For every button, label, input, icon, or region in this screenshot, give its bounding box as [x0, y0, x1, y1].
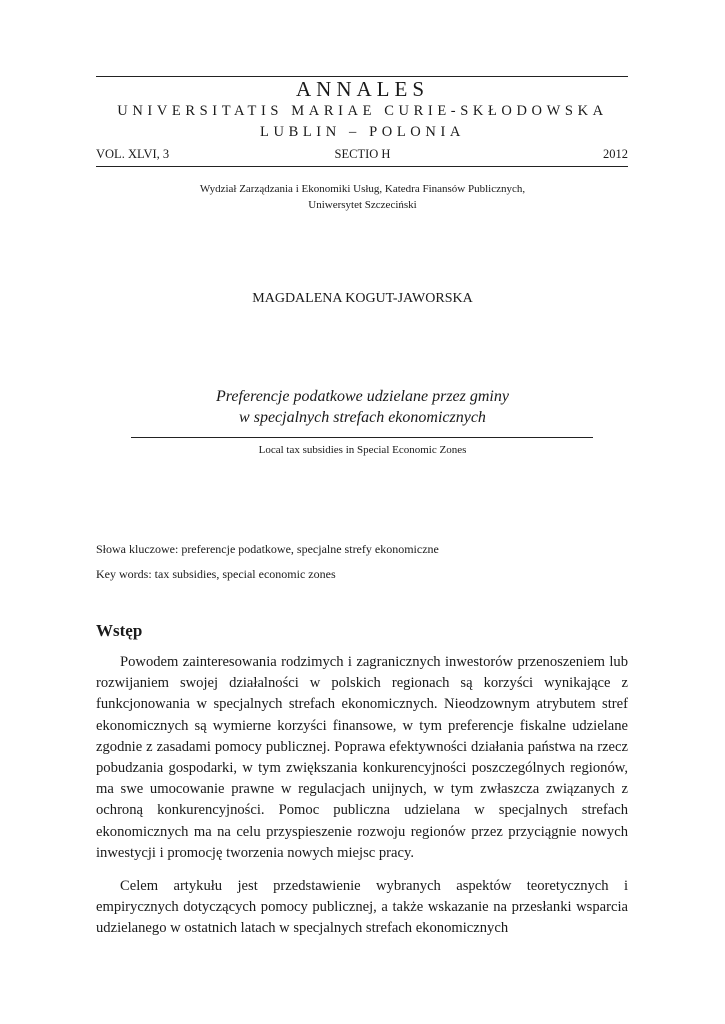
author-name: MAGDALENA KOGUT-JAWORSKA: [252, 291, 473, 306]
year-label: 2012: [603, 147, 628, 161]
section-heading: Wstęp: [96, 621, 143, 640]
affiliation-line: Wydział Zarządzania i Ekonomiki Usług, Katedra Finansów Publicznych,: [199, 183, 526, 195]
article-title-line: Preferencje podatkowe udzielane przez gminy: [216, 388, 509, 405]
body-paragraph: Celem artykułu jest przedstawienie wybranych aspektów teoretycznych i empirycznych dotyczących pomocy publicznej, a także wskazanie na przesłanki wsparcia udzielanego w ostatnich latach w specjalnych strefach ekonomicznych: [96, 878, 628, 937]
section-label: SECTIO H: [334, 147, 391, 161]
journal-title: ANNALES: [296, 77, 429, 101]
header-bottom-rule: [96, 166, 628, 167]
body-paragraph: Powodem zainteresowania rodzimych i zagranicznych inwestorów przenoszeniem lub rozwijaniem swojej działalności w polskich regionach są korzyści wynikające z funkcjonowania w specjalnych strefach ekonomicznych. Nieodzownym atrybutem stref ekonomicznych są wymierne korzyści finansowe, w tym preferencje fiskalne udzielane zgodnie z zasadami pomocy publicznej. Poprawa efektywności działania państwa na rzecz pobudzania gospodarki, w tym zwiększania konkurencyjności poszczególnych regionów, ma swe umocowanie prawne w regulacjach unijnych, w tym zwłaszcza związanych z ochroną konkurencyjności. Pomoc publiczna udzielana w specjalnych strefach ekonomicznych ma na celu przyspieszenie rozwoju regionów przez przyciągnie nowych inwestycji i promocję tworzenia nowych miejsc pracy.: [96, 654, 628, 861]
author-affiliation: [0, 181, 725, 213]
title-rule: [131, 437, 593, 438]
affiliation-line: Uniwersytet Szczeciński: [308, 199, 417, 211]
keywords-english: Key words: tax subsidies, special economic zones: [96, 567, 336, 581]
keywords-polish: Słowa kluczowe: preferencje podatkowe, specjalne strefy ekonomiczne: [96, 542, 439, 556]
english-title: Local tax subsidies in Special Economic Zones: [258, 444, 467, 456]
article-title: [0, 386, 725, 428]
journal-place: LUBLIN – POLONIA: [260, 124, 465, 140]
volume-label: VOL. XLVI, 3: [96, 147, 170, 161]
article-title-line: w specjalnych strefach ekonomicznych: [239, 409, 486, 426]
journal-subtitle: UNIVERSITATIS MARIAE CURIE-SKŁODOWSKA: [117, 103, 608, 119]
